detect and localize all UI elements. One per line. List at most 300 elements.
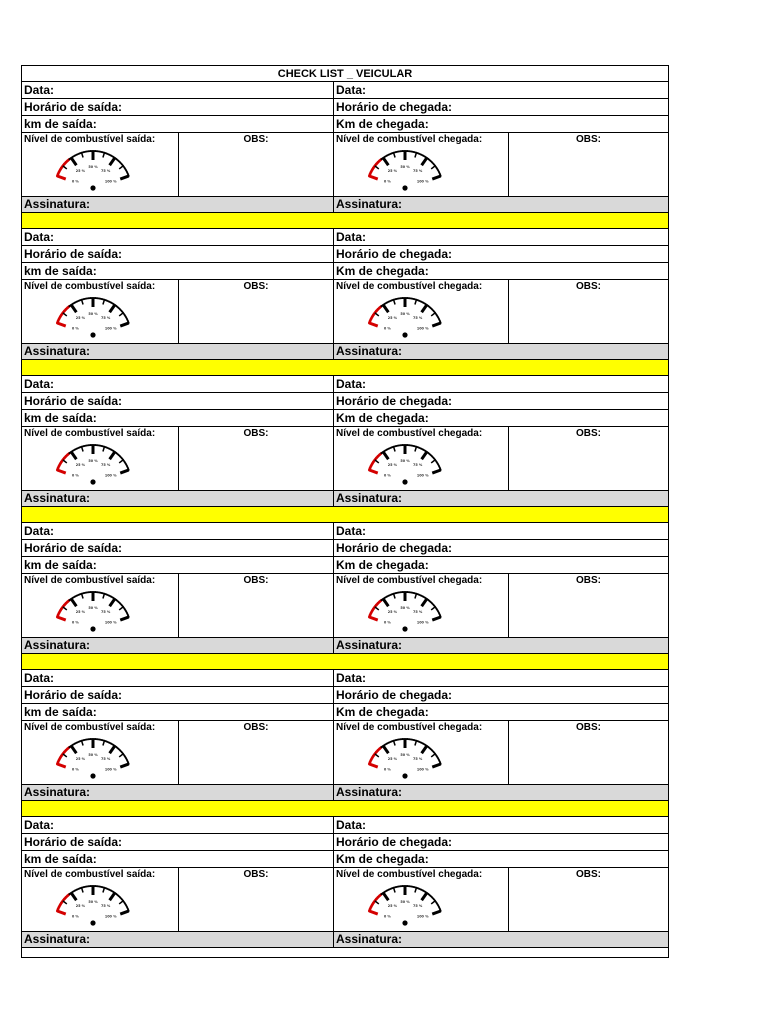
- fuel-gauge-icon: [335, 733, 475, 783]
- km-row: [22, 116, 668, 133]
- departure-fuel-cell[interactable]: [22, 133, 179, 196]
- gauge-major-tick: [110, 452, 115, 459]
- gauge-minor-tick: [375, 607, 379, 610]
- date-row: [22, 670, 668, 687]
- obs-label: OBS:: [243, 281, 269, 292]
- departure-date-field[interactable]: Data:: [22, 523, 334, 539]
- checklist-block: [22, 376, 668, 507]
- fuel-gauge-icon: [335, 880, 475, 930]
- fuel-row: [22, 868, 668, 932]
- arrival-date-field[interactable]: Data:: [336, 83, 367, 97]
- arrival-fuel-label: Nível de combustível chegada:: [336, 575, 483, 586]
- arrival-date-field[interactable]: Data:: [336, 524, 367, 538]
- km-row: [22, 410, 668, 427]
- block-separator: [22, 654, 668, 670]
- gauge-major-tick: [422, 893, 427, 900]
- fuel-gauge-icon: [23, 880, 163, 930]
- departure-signature-field[interactable]: Assinatura:: [22, 344, 334, 359]
- gauge-minor-tick: [431, 166, 435, 169]
- departure-fuel-cell[interactable]: [22, 427, 179, 490]
- fuel-row: [22, 280, 668, 344]
- gauge-tick-label: 0 %: [71, 473, 79, 478]
- gauge-minor-tick: [394, 741, 396, 746]
- time-row: [22, 687, 668, 704]
- departure-km-field[interactable]: km de saída:: [22, 851, 334, 867]
- gauge-tick-label: 0 %: [71, 767, 79, 772]
- km-row: [22, 704, 668, 721]
- gauge-tick-label: 50 %: [88, 459, 98, 463]
- fuel-gauge-icon: [23, 145, 163, 195]
- fuel-row: [22, 574, 668, 638]
- gauge-major-tick: [57, 470, 65, 473]
- arrival-fuel-label: Nível de combustível chegada:: [336, 722, 483, 733]
- gauge-tick-label: 0 %: [383, 179, 391, 184]
- gauge-tick-label: 100 %: [416, 767, 429, 772]
- gauge-minor-tick: [63, 313, 67, 316]
- departure-fuel-label: Nível de combustível saída:: [24, 869, 156, 880]
- gauge-tick-label: 0 %: [383, 914, 391, 919]
- departure-time-field[interactable]: Horário de saída:: [22, 540, 334, 556]
- arrival-fuel-label: Nível de combustível chegada:: [336, 869, 483, 880]
- gauge-tick-label: 100 %: [104, 620, 117, 625]
- gauge-tick-label: 0 %: [383, 767, 391, 772]
- gauge-minor-tick: [103, 741, 105, 746]
- departure-time-field[interactable]: Horário de saída:: [22, 834, 334, 850]
- gauge-pivot: [402, 920, 407, 925]
- checklist-block: [22, 229, 668, 360]
- gauge-major-tick: [432, 470, 440, 473]
- departure-time-field[interactable]: Horário de saída:: [22, 687, 334, 703]
- gauge-minor-tick: [103, 447, 105, 452]
- date-row: [22, 523, 668, 540]
- gauge-tick-label: 25 %: [75, 168, 86, 173]
- gauge-tick-label: 100 %: [104, 473, 117, 478]
- gauge-pivot: [90, 185, 95, 190]
- gauge-tick-label: 75 %: [412, 756, 423, 761]
- gauge-major-tick: [369, 617, 377, 620]
- departure-obs-field[interactable]: [179, 868, 334, 931]
- departure-fuel-label: Nível de combustível saída:: [24, 428, 156, 439]
- gauge-tick-label: 100 %: [416, 914, 429, 919]
- arrival-signature-field[interactable]: Assinatura:: [334, 197, 668, 212]
- gauge-major-tick: [383, 158, 388, 165]
- gauge-pivot: [402, 185, 407, 190]
- arrival-fuel-cell[interactable]: [334, 574, 509, 637]
- obs-label: OBS:: [576, 869, 601, 880]
- departure-signature-field[interactable]: Assinatura:: [22, 197, 334, 212]
- gauge-pivot: [90, 626, 95, 631]
- gauge-tick-label: 0 %: [71, 179, 79, 184]
- block-separator: [22, 507, 668, 523]
- date-row: [22, 229, 668, 246]
- departure-obs-field[interactable]: [179, 280, 334, 343]
- gauge-minor-tick: [103, 594, 105, 599]
- gauge-major-tick: [120, 617, 128, 620]
- signature-row: [22, 344, 668, 360]
- departure-fuel-label: Nível de combustível saída:: [24, 134, 156, 145]
- gauge-tick-label: 75 %: [100, 609, 111, 614]
- arrival-fuel-label: Nível de combustível chegada:: [336, 134, 483, 145]
- departure-km-field[interactable]: km de saída:: [22, 116, 334, 132]
- arrival-obs-field[interactable]: [509, 133, 668, 196]
- gauge-major-tick: [71, 746, 76, 753]
- gauge-tick-label: 75 %: [412, 168, 423, 173]
- fuel-gauge-icon: [335, 292, 475, 342]
- gauge-major-tick: [383, 893, 388, 900]
- departure-km-field[interactable]: km de saída:: [22, 704, 334, 720]
- gauge-minor-tick: [394, 447, 396, 452]
- departure-km-field[interactable]: km de saída:: [22, 410, 334, 426]
- departure-fuel-cell[interactable]: [22, 721, 179, 784]
- gauge-minor-tick: [375, 166, 379, 169]
- gauge-major-tick: [120, 911, 128, 914]
- departure-time-field[interactable]: Horário de saída:: [22, 99, 334, 115]
- gauge-major-tick: [110, 158, 115, 165]
- departure-fuel-cell[interactable]: [22, 574, 179, 637]
- fuel-gauge-icon: [23, 586, 163, 636]
- gauge-tick-label: 100 %: [104, 326, 117, 331]
- gauge-major-tick: [110, 599, 115, 606]
- departure-obs-field[interactable]: [179, 574, 334, 637]
- obs-label: OBS:: [576, 428, 601, 439]
- gauge-tick-label: 25 %: [75, 609, 86, 614]
- departure-km-field[interactable]: km de saída:: [22, 557, 334, 573]
- gauge-minor-tick: [431, 607, 435, 610]
- arrival-obs-field[interactable]: [509, 721, 668, 784]
- gauge-minor-tick: [394, 594, 396, 599]
- gauge-major-tick: [432, 176, 440, 179]
- gauge-major-tick: [383, 452, 388, 459]
- departure-time-field[interactable]: Horário de saída:: [22, 246, 334, 262]
- obs-label: OBS:: [576, 722, 601, 733]
- gauge-major-tick: [383, 599, 388, 606]
- gauge-tick-label: 75 %: [100, 315, 111, 320]
- gauge-pivot: [90, 773, 95, 778]
- arrival-obs-field[interactable]: [509, 427, 668, 490]
- arrival-obs-field[interactable]: [509, 868, 668, 931]
- departure-signature-field[interactable]: Assinatura:: [22, 491, 334, 506]
- gauge-minor-tick: [63, 901, 67, 904]
- gauge-minor-tick: [103, 300, 105, 305]
- arrival-time-field[interactable]: Horário de chegada:: [336, 394, 453, 408]
- gauge-minor-tick: [431, 313, 435, 316]
- arrival-fuel-cell[interactable]: [334, 868, 509, 931]
- arrival-fuel-cell[interactable]: [334, 427, 509, 490]
- arrival-km-field[interactable]: Km de chegada:: [336, 264, 429, 278]
- gauge-tick-label: 0 %: [71, 326, 79, 331]
- gauge-tick-label: 50 %: [88, 606, 98, 610]
- gauge-minor-tick: [119, 754, 123, 757]
- gauge-major-tick: [422, 452, 427, 459]
- checklist-block: [22, 817, 668, 948]
- obs-label: OBS:: [243, 722, 269, 733]
- departure-obs-field[interactable]: [179, 133, 334, 196]
- gauge-major-tick: [432, 911, 440, 914]
- gauge-minor-tick: [63, 754, 67, 757]
- gauge-minor-tick: [82, 888, 84, 893]
- gauge-minor-tick: [119, 313, 123, 316]
- date-row: [22, 82, 668, 99]
- gauge-major-tick: [369, 470, 377, 473]
- fuel-gauge-icon: [23, 292, 163, 342]
- gauge-major-tick: [369, 323, 377, 326]
- arrival-obs-field[interactable]: [509, 574, 668, 637]
- fuel-row: [22, 133, 668, 197]
- arrival-time-field[interactable]: Horário de chegada:: [336, 835, 453, 849]
- gauge-major-tick: [57, 617, 65, 620]
- gauge-minor-tick: [119, 901, 123, 904]
- gauge-major-tick: [71, 305, 76, 312]
- departure-date-field[interactable]: Data:: [22, 376, 334, 392]
- departure-fuel-cell[interactable]: [22, 868, 179, 931]
- departure-date-field[interactable]: Data:: [22, 82, 334, 98]
- gauge-tick-label: 50 %: [400, 753, 410, 757]
- arrival-time-field[interactable]: Horário de chegada:: [336, 541, 453, 555]
- km-row: [22, 557, 668, 574]
- departure-date-field[interactable]: Data:: [22, 817, 334, 833]
- gauge-tick-label: 50 %: [400, 606, 410, 610]
- obs-label: OBS:: [243, 134, 269, 145]
- time-row: [22, 834, 668, 851]
- gauge-tick-label: 75 %: [100, 462, 111, 467]
- gauge-major-tick: [120, 470, 128, 473]
- gauge-major-tick: [432, 764, 440, 767]
- gauge-minor-tick: [119, 607, 123, 610]
- gauge-tick-label: 75 %: [412, 315, 423, 320]
- fuel-gauge-icon: [23, 439, 163, 489]
- arrival-signature-field[interactable]: Assinatura:: [334, 785, 668, 800]
- gauge-tick-label: 25 %: [75, 756, 86, 761]
- gauge-minor-tick: [415, 153, 417, 158]
- checklist-block: [22, 670, 668, 801]
- fuel-gauge-icon: [335, 145, 475, 195]
- time-row: [22, 246, 668, 263]
- departure-date-field[interactable]: Data:: [22, 670, 334, 686]
- gauge-tick-label: 75 %: [100, 168, 111, 173]
- gauge-tick-label: 25 %: [387, 903, 398, 908]
- gauge-minor-tick: [375, 460, 379, 463]
- gauge-tick-label: 100 %: [416, 326, 429, 331]
- gauge-pivot: [402, 626, 407, 631]
- obs-label: OBS:: [243, 869, 269, 880]
- gauge-major-tick: [110, 893, 115, 900]
- gauge-tick-label: 0 %: [383, 326, 391, 331]
- gauge-tick-label: 25 %: [387, 168, 398, 173]
- block-separator: [22, 360, 668, 376]
- gauge-tick-label: 50 %: [88, 753, 98, 757]
- gauge-major-tick: [110, 746, 115, 753]
- gauge-tick-label: 75 %: [412, 462, 423, 467]
- block-separator: [22, 213, 668, 229]
- arrival-km-field[interactable]: Km de chegada:: [336, 852, 429, 866]
- arrival-obs-field[interactable]: [509, 280, 668, 343]
- gauge-tick-label: 50 %: [88, 312, 98, 316]
- gauge-minor-tick: [63, 166, 67, 169]
- fuel-row: [22, 427, 668, 491]
- gauge-tick-label: 25 %: [75, 903, 86, 908]
- gauge-tick-label: 75 %: [100, 756, 111, 761]
- checklist-sheet: [21, 65, 669, 958]
- fuel-gauge-icon: [23, 733, 163, 783]
- gauge-minor-tick: [375, 754, 379, 757]
- arrival-km-field[interactable]: Km de chegada:: [336, 705, 429, 719]
- gauge-major-tick: [110, 305, 115, 312]
- arrival-time-field[interactable]: Horário de chegada:: [336, 247, 453, 261]
- obs-label: OBS:: [243, 428, 269, 439]
- gauge-major-tick: [422, 158, 427, 165]
- gauge-minor-tick: [415, 300, 417, 305]
- gauge-minor-tick: [82, 300, 84, 305]
- gauge-major-tick: [71, 893, 76, 900]
- gauge-tick-label: 25 %: [387, 315, 398, 320]
- gauge-tick-label: 100 %: [104, 179, 117, 184]
- gauge-tick-label: 25 %: [75, 462, 86, 467]
- arrival-fuel-cell[interactable]: [334, 133, 509, 196]
- gauge-tick-label: 100 %: [416, 179, 429, 184]
- gauge-minor-tick: [119, 166, 123, 169]
- gauge-tick-label: 0 %: [71, 620, 79, 625]
- gauge-minor-tick: [415, 888, 417, 893]
- gauge-pivot: [90, 332, 95, 337]
- fuel-gauge-icon: [335, 586, 475, 636]
- km-row: [22, 263, 668, 280]
- gauge-minor-tick: [63, 607, 67, 610]
- signature-row: [22, 491, 668, 507]
- gauge-pivot: [90, 920, 95, 925]
- departure-fuel-cell[interactable]: [22, 280, 179, 343]
- arrival-date-field[interactable]: Data:: [336, 671, 367, 685]
- gauge-major-tick: [422, 305, 427, 312]
- arrival-km-field[interactable]: Km de chegada:: [336, 411, 429, 425]
- gauge-tick-label: 25 %: [387, 609, 398, 614]
- arrival-fuel-cell[interactable]: [334, 280, 509, 343]
- gauge-tick-label: 100 %: [104, 767, 117, 772]
- fuel-row: [22, 721, 668, 785]
- gauge-minor-tick: [431, 460, 435, 463]
- gauge-major-tick: [57, 176, 65, 179]
- gauge-major-tick: [120, 323, 128, 326]
- block-separator: [22, 801, 668, 817]
- gauge-tick-label: 50 %: [400, 312, 410, 316]
- gauge-minor-tick: [394, 888, 396, 893]
- gauge-minor-tick: [415, 594, 417, 599]
- gauge-minor-tick: [103, 888, 105, 893]
- gauge-minor-tick: [431, 901, 435, 904]
- gauge-minor-tick: [103, 153, 105, 158]
- departure-signature-field[interactable]: Assinatura:: [22, 932, 334, 947]
- departure-signature-field[interactable]: Assinatura:: [22, 638, 334, 653]
- arrival-fuel-cell[interactable]: [334, 721, 509, 784]
- gauge-minor-tick: [63, 460, 67, 463]
- gauge-tick-label: 50 %: [400, 459, 410, 463]
- gauge-minor-tick: [375, 901, 379, 904]
- gauge-tick-label: 100 %: [416, 473, 429, 478]
- gauge-major-tick: [71, 158, 76, 165]
- gauge-tick-label: 0 %: [383, 473, 391, 478]
- checklist-blocks: [22, 82, 668, 948]
- gauge-major-tick: [422, 746, 427, 753]
- signature-row: [22, 197, 668, 213]
- km-row: [22, 851, 668, 868]
- gauge-major-tick: [120, 764, 128, 767]
- departure-fuel-label: Nível de combustível saída:: [24, 722, 156, 733]
- gauge-tick-label: 25 %: [387, 462, 398, 467]
- departure-km-field[interactable]: km de saída:: [22, 263, 334, 279]
- gauge-major-tick: [120, 176, 128, 179]
- arrival-time-field[interactable]: Horário de chegada:: [336, 100, 453, 114]
- gauge-tick-label: 0 %: [383, 620, 391, 625]
- gauge-pivot: [90, 479, 95, 484]
- gauge-minor-tick: [82, 741, 84, 746]
- obs-label: OBS:: [576, 281, 601, 292]
- arrival-date-field[interactable]: Data:: [336, 377, 367, 391]
- gauge-tick-label: 50 %: [400, 900, 410, 904]
- gauge-minor-tick: [431, 754, 435, 757]
- signature-row: [22, 638, 668, 654]
- gauge-minor-tick: [375, 313, 379, 316]
- gauge-tick-label: 75 %: [412, 609, 423, 614]
- gauge-pivot: [402, 479, 407, 484]
- gauge-major-tick: [57, 323, 65, 326]
- gauge-tick-label: 25 %: [387, 756, 398, 761]
- gauge-major-tick: [369, 176, 377, 179]
- gauge-major-tick: [422, 599, 427, 606]
- arrival-signature-field[interactable]: Assinatura:: [334, 491, 668, 506]
- arrival-time-field[interactable]: Horário de chegada:: [336, 688, 453, 702]
- departure-obs-field[interactable]: [179, 427, 334, 490]
- gauge-minor-tick: [415, 447, 417, 452]
- gauge-minor-tick: [394, 153, 396, 158]
- signature-row: [22, 932, 668, 948]
- arrival-fuel-label: Nível de combustível chegada:: [336, 428, 483, 439]
- gauge-tick-label: 100 %: [104, 914, 117, 919]
- gauge-minor-tick: [119, 460, 123, 463]
- arrival-km-field[interactable]: Km de chegada:: [336, 117, 429, 131]
- arrival-signature-field[interactable]: Assinatura:: [334, 638, 668, 653]
- gauge-major-tick: [71, 452, 76, 459]
- departure-time-field[interactable]: Horário de saída:: [22, 393, 334, 409]
- gauge-tick-label: 75 %: [100, 903, 111, 908]
- checklist-block: [22, 82, 668, 213]
- gauge-major-tick: [369, 911, 377, 914]
- departure-obs-field[interactable]: [179, 721, 334, 784]
- departure-signature-field[interactable]: Assinatura:: [22, 785, 334, 800]
- arrival-signature-field[interactable]: Assinatura:: [334, 932, 668, 947]
- gauge-major-tick: [57, 911, 65, 914]
- arrival-date-field[interactable]: Data:: [336, 818, 367, 832]
- obs-label: OBS:: [576, 575, 601, 586]
- gauge-major-tick: [57, 764, 65, 767]
- departure-date-field[interactable]: Data:: [22, 229, 334, 245]
- gauge-minor-tick: [394, 300, 396, 305]
- time-row: [22, 99, 668, 116]
- gauge-minor-tick: [82, 594, 84, 599]
- arrival-signature-field[interactable]: Assinatura:: [334, 344, 668, 359]
- arrival-km-field[interactable]: Km de chegada:: [336, 558, 429, 572]
- date-row: [22, 817, 668, 834]
- obs-label: OBS:: [243, 575, 269, 586]
- gauge-tick-label: 0 %: [71, 914, 79, 919]
- gauge-major-tick: [432, 323, 440, 326]
- gauge-minor-tick: [82, 153, 84, 158]
- gauge-tick-label: 75 %: [412, 903, 423, 908]
- gauge-major-tick: [432, 617, 440, 620]
- departure-fuel-label: Nível de combustível saída:: [24, 281, 156, 292]
- arrival-date-field[interactable]: Data:: [336, 230, 367, 244]
- checklist-title: CHECK LIST _ VEICULAR: [22, 65, 668, 82]
- date-row: [22, 376, 668, 393]
- gauge-tick-label: 50 %: [88, 900, 98, 904]
